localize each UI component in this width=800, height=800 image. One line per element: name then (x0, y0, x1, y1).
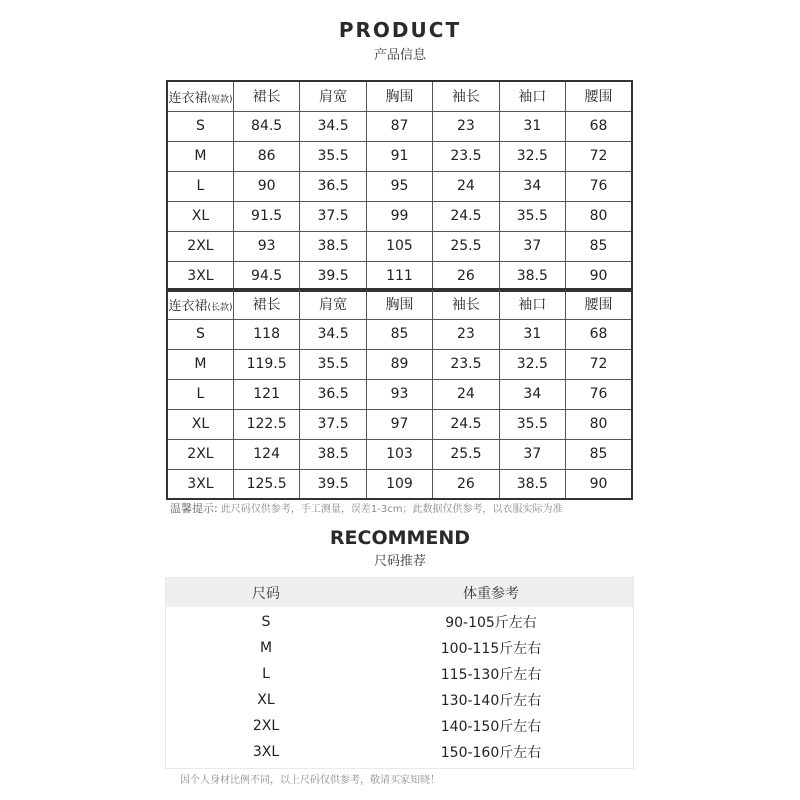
measurement-cell: 125.5 (233, 469, 299, 499)
measurement-cell: 35.5 (300, 141, 366, 171)
column-header: 胸围 (366, 81, 432, 111)
size-cell: XL (167, 409, 233, 439)
size-cell: M (167, 141, 233, 171)
size-cell: L (167, 171, 233, 201)
measurement-cell: 34.5 (300, 111, 366, 141)
measurement-cell: 72 (566, 141, 632, 171)
column-header: 腰围 (566, 289, 632, 319)
size-cell: 3XL (167, 469, 233, 499)
measurement-cell: 105 (366, 231, 432, 261)
measurement-cell: 68 (566, 111, 632, 141)
recommend-size: XL (257, 692, 275, 708)
measurement-cell: 39.5 (300, 261, 366, 291)
size-cell: 2XL (167, 439, 233, 469)
measurement-cell: 93 (366, 379, 432, 409)
measurement-cell: 32.5 (499, 141, 565, 171)
measurement-cell: 23.5 (433, 349, 499, 379)
product-subtitle: 产品信息 (373, 48, 426, 63)
measurement-cell: 25.5 (433, 231, 499, 261)
measurement-cell: 37.5 (300, 409, 366, 439)
measurement-cell: 34 (499, 171, 565, 201)
size-cell: 3XL (167, 261, 233, 291)
measurement-cell: 34.5 (300, 319, 366, 349)
measurement-cell: 90 (233, 171, 299, 201)
measurement-cell: 35.5 (300, 349, 366, 379)
recommend-weight: 90-105斤左右 (445, 615, 537, 631)
measurement-cell: 89 (366, 349, 432, 379)
table-row (167, 379, 632, 409)
measurement-cell: 91.5 (233, 201, 299, 231)
measurement-cell: 85 (366, 319, 432, 349)
measurement-cell: 24.5 (433, 409, 499, 439)
recommend-header-row (166, 578, 633, 607)
measurement-cell: 26 (433, 261, 499, 291)
measurement-cell: 124 (233, 439, 299, 469)
measurement-cell: 38.5 (300, 439, 366, 469)
recommend-table (165, 577, 634, 769)
recommend-weight: 115-130斤左右 (440, 667, 542, 683)
measurement-cell: 23.5 (433, 141, 499, 171)
recommend-weight: 130-140斤左右 (440, 693, 542, 709)
table-row (167, 349, 632, 379)
measurement-cell: 121 (233, 379, 299, 409)
measurement-cell: 86 (233, 141, 299, 171)
measurement-cell: 31 (499, 319, 565, 349)
recommend-weight: 140-150斤左右 (440, 719, 542, 735)
table-row (167, 469, 632, 499)
recommend-subtitle: 尺码推荐 (373, 554, 426, 569)
footer-note: 因个人身材比例不同，以上尺码仅供参考，敬请买家知晓！ (180, 775, 440, 786)
size-cell: S (167, 111, 233, 141)
table-row (167, 231, 632, 261)
recommend-weight: 100-115斤左右 (440, 641, 542, 657)
table-row (167, 111, 632, 141)
measurement-cell: 37 (499, 231, 565, 261)
column-header: 肩宽 (300, 81, 366, 111)
measurement-cell: 35.5 (499, 201, 565, 231)
recommend-size: S (261, 614, 271, 630)
category-label: 连衣裙 (168, 90, 208, 106)
recommend-size: 3XL (252, 744, 280, 760)
measurement-cell: 72 (566, 349, 632, 379)
measurement-cell: 91 (366, 141, 432, 171)
recommend-weight: 150-160斤左右 (440, 745, 542, 761)
measurement-cell: 37.5 (300, 201, 366, 231)
measurement-cell: 35.5 (499, 409, 565, 439)
measurement-cell: 32.5 (499, 349, 565, 379)
recommend-size: 2XL (252, 718, 280, 734)
recommend-row (166, 687, 633, 713)
measurement-cell: 26 (433, 469, 499, 499)
tip-label: 温馨提示: (170, 502, 218, 515)
size-table-long (166, 288, 633, 500)
size-cell: M (167, 349, 233, 379)
measurement-cell: 97 (366, 409, 432, 439)
measurement-cell: 76 (566, 171, 632, 201)
column-header: 袖口 (499, 81, 565, 111)
size-table-category (167, 289, 233, 319)
recommend-row (166, 713, 633, 739)
category-note: (长款) (207, 302, 233, 313)
measurement-cell: 103 (366, 439, 432, 469)
recommend-row (166, 739, 633, 765)
measurement-cell: 25.5 (433, 439, 499, 469)
size-cell: L (167, 379, 233, 409)
recommend-rows (166, 607, 633, 765)
size-cell: XL (167, 201, 233, 231)
recommend-header (0, 527, 800, 569)
measurement-cell: 85 (566, 439, 632, 469)
measurement-cell: 118 (233, 319, 299, 349)
measurement-cell: 85 (566, 231, 632, 261)
recommend-header-size: 尺码 (252, 585, 280, 602)
measurement-cell: 39.5 (300, 469, 366, 499)
column-header: 肩宽 (300, 289, 366, 319)
measurement-cell: 37 (499, 439, 565, 469)
measurement-cell: 24 (433, 171, 499, 201)
recommend-header-weight: 体重参考 (463, 585, 519, 602)
measurement-cell: 80 (566, 409, 632, 439)
table-row (167, 261, 632, 291)
column-header: 腰围 (566, 81, 632, 111)
size-cell: 2XL (167, 231, 233, 261)
category-note: (短款) (207, 94, 233, 105)
measurement-cell: 109 (366, 469, 432, 499)
recommend-row (166, 635, 633, 661)
size-table-header-row (167, 289, 632, 319)
measurement-cell: 23 (433, 111, 499, 141)
measurement-cell: 34 (499, 379, 565, 409)
measurement-cell: 87 (366, 111, 432, 141)
measurement-cell: 84.5 (233, 111, 299, 141)
measurement-cell: 90 (566, 469, 632, 499)
size-table-header-row (167, 81, 632, 111)
table-row (167, 171, 632, 201)
table-row (167, 319, 632, 349)
recommend-size: M (259, 640, 273, 656)
measurement-cell: 94.5 (233, 261, 299, 291)
recommend-row (166, 609, 633, 635)
recommend-size: L (262, 666, 270, 682)
size-cell: S (167, 319, 233, 349)
measurement-cell: 23 (433, 319, 499, 349)
measurement-cell: 93 (233, 231, 299, 261)
column-header: 胸围 (366, 289, 432, 319)
column-header: 裙长 (233, 289, 299, 319)
measurement-cell: 38.5 (499, 261, 565, 291)
measurement-cell: 95 (366, 171, 432, 201)
measurement-cell: 38.5 (499, 469, 565, 499)
product-header (0, 18, 800, 63)
measurement-cell: 24 (433, 379, 499, 409)
table-row (167, 439, 632, 469)
recommend-title: RECOMMEND (329, 527, 471, 549)
size-table-short (166, 80, 633, 292)
measurement-cell: 36.5 (300, 171, 366, 201)
tip-text: 此尺码仅供参考，手工测量，误差1-3cm；此数据仅供参考，以衣服实际为准 (220, 504, 563, 515)
table-row (167, 409, 632, 439)
table-row (167, 201, 632, 231)
measurement-cell: 68 (566, 319, 632, 349)
column-header: 裙长 (233, 81, 299, 111)
measurement-cell: 76 (566, 379, 632, 409)
measurement-tip (170, 500, 562, 516)
category-label: 连衣裙 (168, 298, 208, 314)
measurement-cell: 31 (499, 111, 565, 141)
recommend-row (166, 661, 633, 687)
measurement-cell: 24.5 (433, 201, 499, 231)
measurement-cell: 119.5 (233, 349, 299, 379)
product-title: PRODUCT (338, 18, 462, 42)
size-table-category (167, 81, 233, 111)
column-header: 袖长 (433, 289, 499, 319)
column-header: 袖口 (499, 289, 565, 319)
measurement-cell: 36.5 (300, 379, 366, 409)
column-header: 袖长 (433, 81, 499, 111)
measurement-cell: 80 (566, 201, 632, 231)
measurement-cell: 122.5 (233, 409, 299, 439)
measurement-cell: 99 (366, 201, 432, 231)
table-row (167, 141, 632, 171)
measurement-cell: 38.5 (300, 231, 366, 261)
measurement-cell: 111 (366, 261, 432, 291)
measurement-cell: 90 (566, 261, 632, 291)
